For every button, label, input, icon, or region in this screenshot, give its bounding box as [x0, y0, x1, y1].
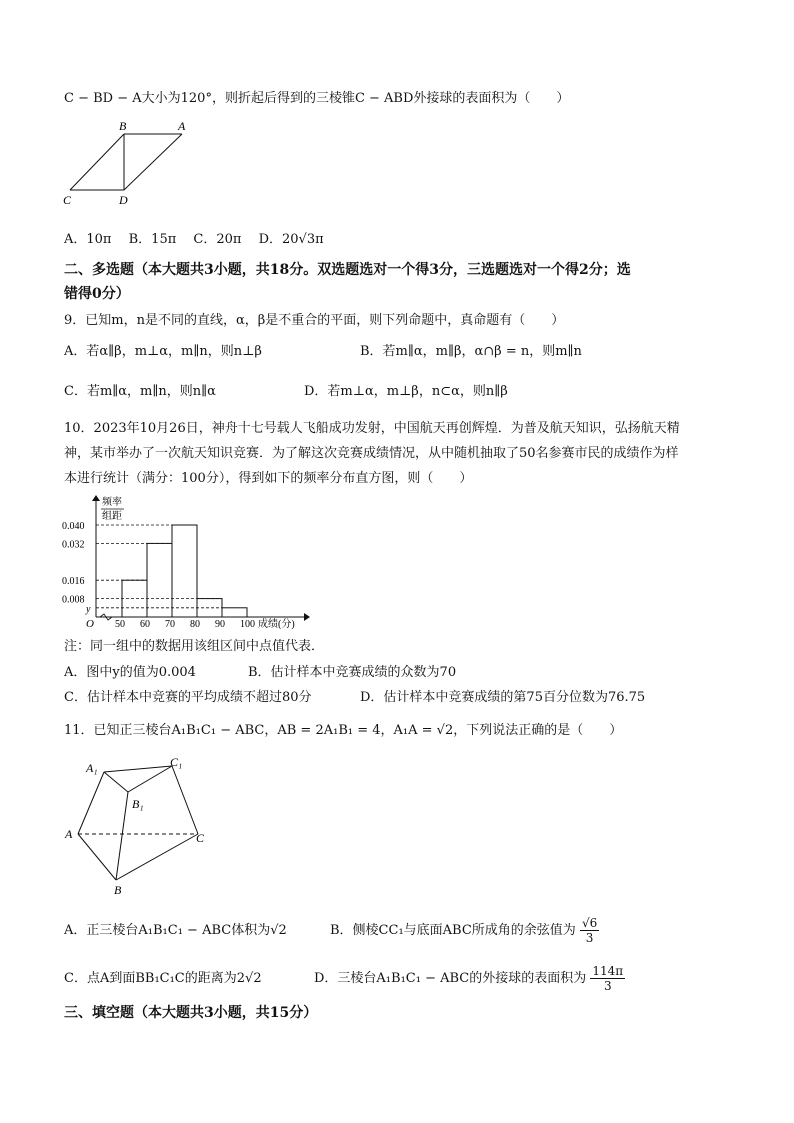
y-axis-label-bottom: 组距: [102, 511, 122, 522]
q10-option-c: C．估计样本中竞赛的平均成绩不超过80分: [64, 690, 312, 705]
x-tick-label: 80: [190, 619, 200, 630]
q11-option-b-fraction: $\frac{√6}{3}$: [581, 916, 598, 945]
q11-label-C1: C₁: [170, 755, 183, 769]
q9-option-c: C．若m∥α，m∥n，则n∥α: [64, 384, 216, 399]
q8-label-D: D: [119, 193, 128, 207]
q8-option-b: B．15π: [128, 232, 177, 247]
section2-heading-line2: 错得0分）: [64, 286, 130, 302]
q11-label-B1: B₁: [132, 797, 144, 811]
section2-heading-line1: 二、多选题（本大题共3小题，共18分。双选题选对一个得3分，三选题选对一个得2分；选: [64, 262, 631, 278]
q8-option-d: D．20√3π: [258, 232, 324, 247]
x-tick-label: 90: [215, 619, 225, 630]
y-axis-arrow: [92, 495, 100, 501]
q9-option-d: D．若m⊥α，m⊥β，n⊂α，则n∥β: [304, 384, 508, 399]
histogram-bar-60-70: [147, 543, 172, 617]
x-axis-label: 成绩(分): [258, 619, 295, 630]
q10-line2: 神，某市举办了一次航天知识竞赛．为了解这次竞赛成绩情况，从中随机抽取了50名参赛市民的成绩作为样: [64, 446, 679, 461]
x-axis-arrow: [304, 613, 310, 621]
q8-label-B: B: [119, 119, 127, 133]
q10-option-b: B．估计样本中竞赛成绩的众数为70: [248, 665, 457, 680]
q11-option-c: C．点A到面BB₁C₁C的距离为2√2: [64, 971, 262, 986]
q10-line1: 10．2023年10月26日，神舟十七号载人飞船成功发射，中国航天再创辉煌．为普及航天知识，弘扬航天精: [64, 421, 680, 436]
q10-option-d: D．估计样本中竞赛成绩的第75百分位数为76.75: [360, 690, 646, 705]
q8-stem-tail: C − BD − A大小为120°，则折起后得到的三棱锥C − ABD外接球的表面积为（ ）: [64, 91, 570, 106]
q9-option-b: B．若m∥α，m∥β，α∩β = n，则m∥n: [360, 344, 582, 359]
q11-option-a: A．正三棱台A₁B₁C₁ − ABC体积为√2: [64, 923, 287, 938]
q8-option-a: A．10π: [64, 232, 112, 247]
q11-option-d-text: D．三棱台A₁B₁C₁ − ABC的外接球的表面积为: [314, 971, 587, 986]
section3-heading: 三、填空题（本大题共3小题，共15分）: [64, 1005, 318, 1021]
q11-label-B: B: [114, 883, 122, 896]
q10-note: 注：同一组中的数据用该组区间中点值代表．: [64, 639, 325, 654]
frequency-histogram: [60, 493, 310, 633]
q11-frustum-figure: [60, 754, 220, 896]
x-tick-label: 60: [140, 619, 150, 630]
q8-label-A: A: [178, 119, 186, 133]
q11-option-b-text: B．侧棱CC₁与底面ABC所成角的余弦值为: [330, 923, 576, 938]
histogram-bar-90-100: [222, 608, 247, 617]
origin-label: O: [86, 618, 94, 630]
q11-option-b: [330, 912, 599, 950]
q11-option-d-fraction: $\frac{114\pi}{3}$: [592, 964, 624, 993]
q11-label-C: C: [196, 831, 205, 845]
q8-options: [64, 231, 324, 249]
q11-option-d: [314, 960, 625, 998]
x-tick-label: 70: [165, 619, 175, 630]
q10-line3: 本进行统计（满分：100分），得到如下的频率分布直方图，则（ ）: [64, 471, 473, 486]
q8-label-C: C: [63, 193, 72, 207]
y-tick-label: 0.040: [62, 521, 85, 532]
y-tick-label: 0.008: [62, 594, 85, 606]
y-axis-label-top: 频率: [102, 497, 122, 508]
q11-stem: 11．已知正三棱台A₁B₁C₁ − ABC，AB = 2A₁B₁ = 4，A₁A = √2，下列说法正确的是（ ）: [64, 723, 623, 738]
q9-option-a: A．若α∥β，m⊥α，m∥n，则n⊥β: [64, 344, 262, 359]
q11-label-A: A: [65, 827, 73, 841]
q8-parallelogram-figure: [58, 118, 198, 210]
q11-label-A1: A₁: [86, 761, 98, 775]
x-tick-label: 50: [115, 619, 125, 630]
q9-stem: 9．已知m，n是不同的直线，α，β是不重合的平面，则下列命题中，真命题有（ ）: [64, 313, 565, 328]
q8-option-c: C．20π: [193, 232, 242, 247]
y-tick-label-y: y: [86, 603, 91, 615]
x-tick-label: 100: [240, 619, 255, 630]
q10-option-a: A．图中y的值为0.004: [64, 665, 196, 680]
histogram-bar-70-80: [172, 525, 197, 617]
y-tick-label: 0.032: [62, 539, 85, 551]
y-tick-label: 0.016: [62, 576, 85, 588]
